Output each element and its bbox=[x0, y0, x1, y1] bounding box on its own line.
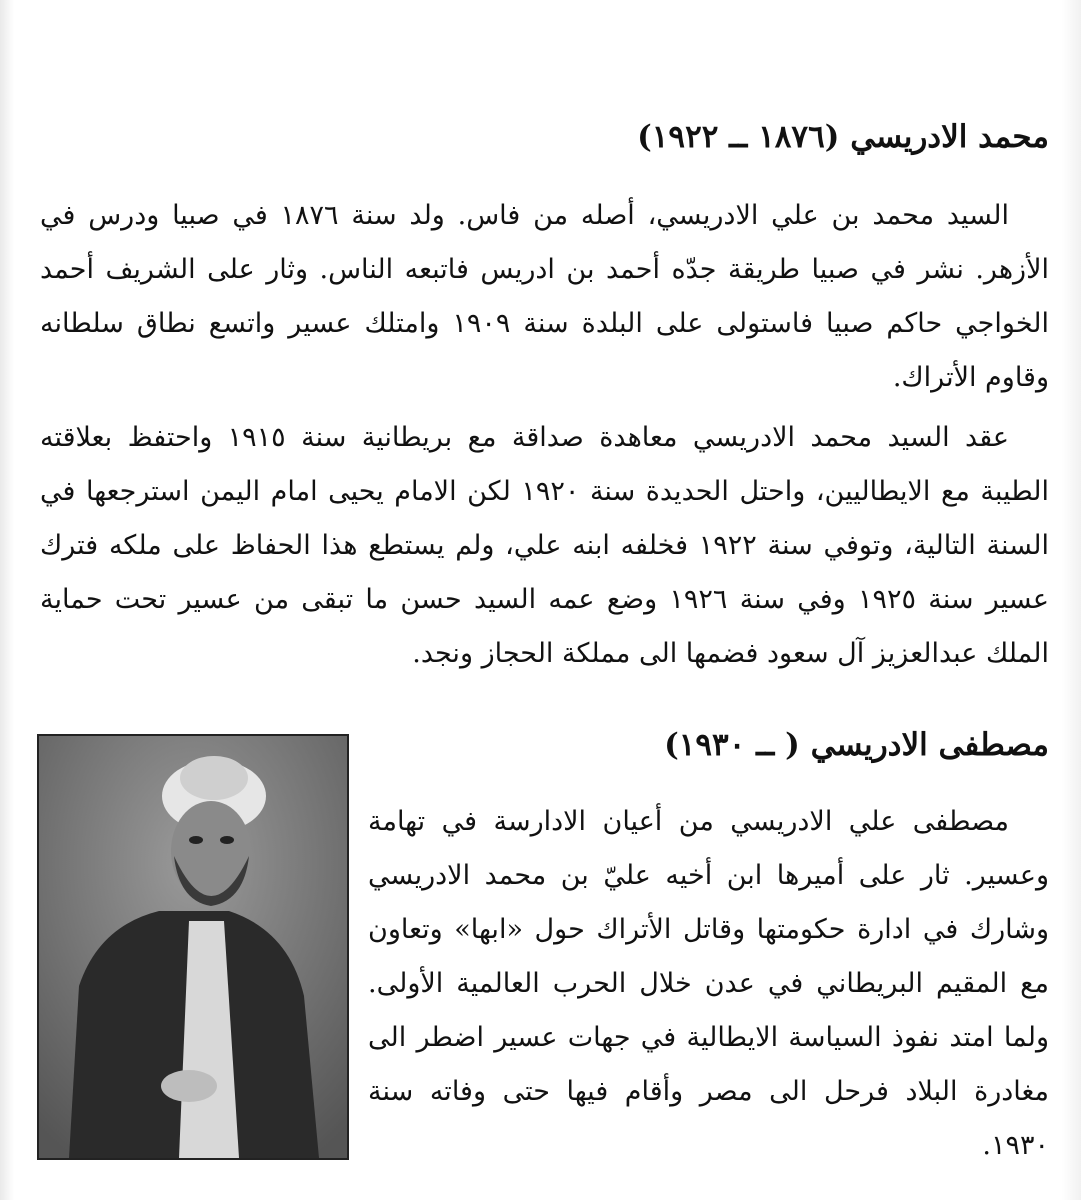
portrait-photo-icon bbox=[39, 736, 347, 1158]
section-heading-muhammad: محمد الادريسي (١٨٧٦ ــ ١٩٢٢) bbox=[637, 119, 1049, 155]
section-heading-mustafa: مصطفى الادريسي ( ــ ١٩٣٠) bbox=[664, 727, 1049, 763]
paragraph-text: مصطفى علي الادريسي من أعيان الادارسة في تهامة وعسير. ثار على أميرها ابن أخيه عليّ بن محمد الادريسي وشارك في ادارة حكومتها وقاتل الأتراك حول «ابها» وتعاون مع المقيم البريطاني في عدن خلال الحرب العالمية الأولى. ولما امتد نفوذ السياسة الايطالية في جهات عسير اضطر الى مغادرة البلاد فرحل الى مصر وأقام فيها حتى وفاته سنة ١٩٣٠. bbox=[368, 806, 1049, 1161]
paragraph-text: السيد محمد بن علي الادريسي، أصله من فاس. ولد سنة ١٨٧٦ في صبيا ودرس في الأزهر. نشر في صبيا طريقة جدّه أحمد بن ادريس فاتبعه الناس. وثار على الشريف أحمد الخواجي حاكم صبيا فاستولى على البلدة سنة ١٩٠٩ وامتلك عسير واتسع نطاق سلطانه وقاوم الأتراك. bbox=[40, 200, 1049, 393]
portrait-photo bbox=[37, 734, 349, 1160]
section-muhammad-paragraph-2 bbox=[40, 411, 1049, 681]
section-mustafa-paragraph bbox=[368, 795, 1049, 1173]
section-muhammad-paragraph-1 bbox=[40, 189, 1049, 405]
paragraph-text: عقد السيد محمد الادريسي معاهدة صداقة مع بريطانية سنة ١٩١٥ واحتفظ بعلاقته الطيبة مع الايطاليين، واحتل الحديدة سنة ١٩٢٠ لكن الامام يحيى امام اليمن استرجعها في السنة التالية، وتوفي سنة ١٩٢٢ فخلفه ابنه علي، ولم يستطع هذا الحفاظ على ملكه فترك عسير سنة ١٩٢٥ وفي سنة ١٩٢٦ وضع عمه السيد حسن ما تبقى من عسير تحت حماية الملك عبدالعزيز آل سعود فضمها الى مملكة الحجاز ونجد. bbox=[40, 422, 1049, 669]
